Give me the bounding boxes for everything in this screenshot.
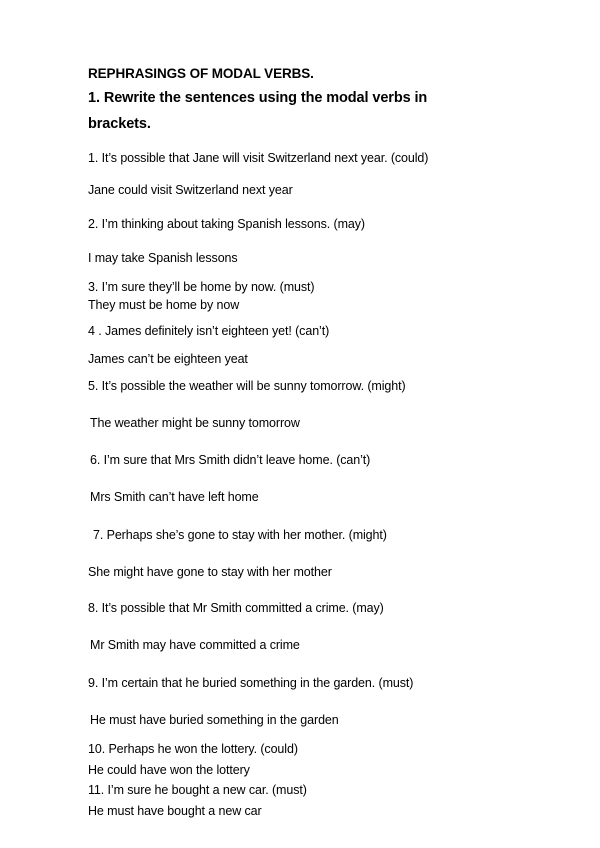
instruction-line-1: 1. Rewrite the sentences using the modal verbs in [88, 90, 428, 106]
answer-3: They must be home by now [88, 298, 240, 312]
question-7: 7. Perhaps she’s gone to stay with her mother. (might) [93, 528, 387, 542]
answer-5: The weather might be sunny tomorrow [90, 416, 300, 430]
question-5: 5. It’s possible the weather will be sunny tomorrow. (might) [88, 379, 406, 393]
question-3: 3. I’m sure they’ll be home by now. (must) [88, 280, 315, 294]
answer-7: She might have gone to stay with her mother [88, 565, 332, 579]
question-1: 1. It’s possible that Jane will visit Switzerland next year. (could) [88, 151, 429, 165]
question-6: 6. I’m sure that Mrs Smith didn’t leave home. (can’t) [90, 453, 371, 467]
answer-8: Mr Smith may have committed a crime [90, 638, 300, 652]
question-2: 2. I’m thinking about taking Spanish lessons. (may) [88, 217, 365, 231]
answer-4: James can’t be eighteen yeat [88, 352, 248, 366]
answer-9: He must have buried something in the garden [90, 713, 339, 727]
answer-11: He must have bought a new car [88, 804, 262, 818]
question-10: 10. Perhaps he won the lottery. (could) [88, 742, 298, 756]
question-11: 11. I’m sure he bought a new car. (must) [88, 783, 307, 797]
answer-1: Jane could visit Switzerland next year [88, 183, 293, 197]
document-title: REPHRASINGS OF MODAL VERBS. [88, 66, 314, 81]
answer-6: Mrs Smith can’t have left home [90, 490, 259, 504]
answer-10: He could have won the lottery [88, 763, 250, 777]
answer-2: I may take Spanish lessons [88, 251, 238, 265]
instruction-line-2: brackets. [88, 116, 151, 132]
question-9: 9. I’m certain that he buried something in the garden. (must) [88, 676, 414, 690]
question-4: 4 . James definitely isn’t eighteen yet! (can’t) [88, 324, 330, 338]
question-8: 8. It’s possible that Mr Smith committed a crime. (may) [88, 601, 384, 615]
